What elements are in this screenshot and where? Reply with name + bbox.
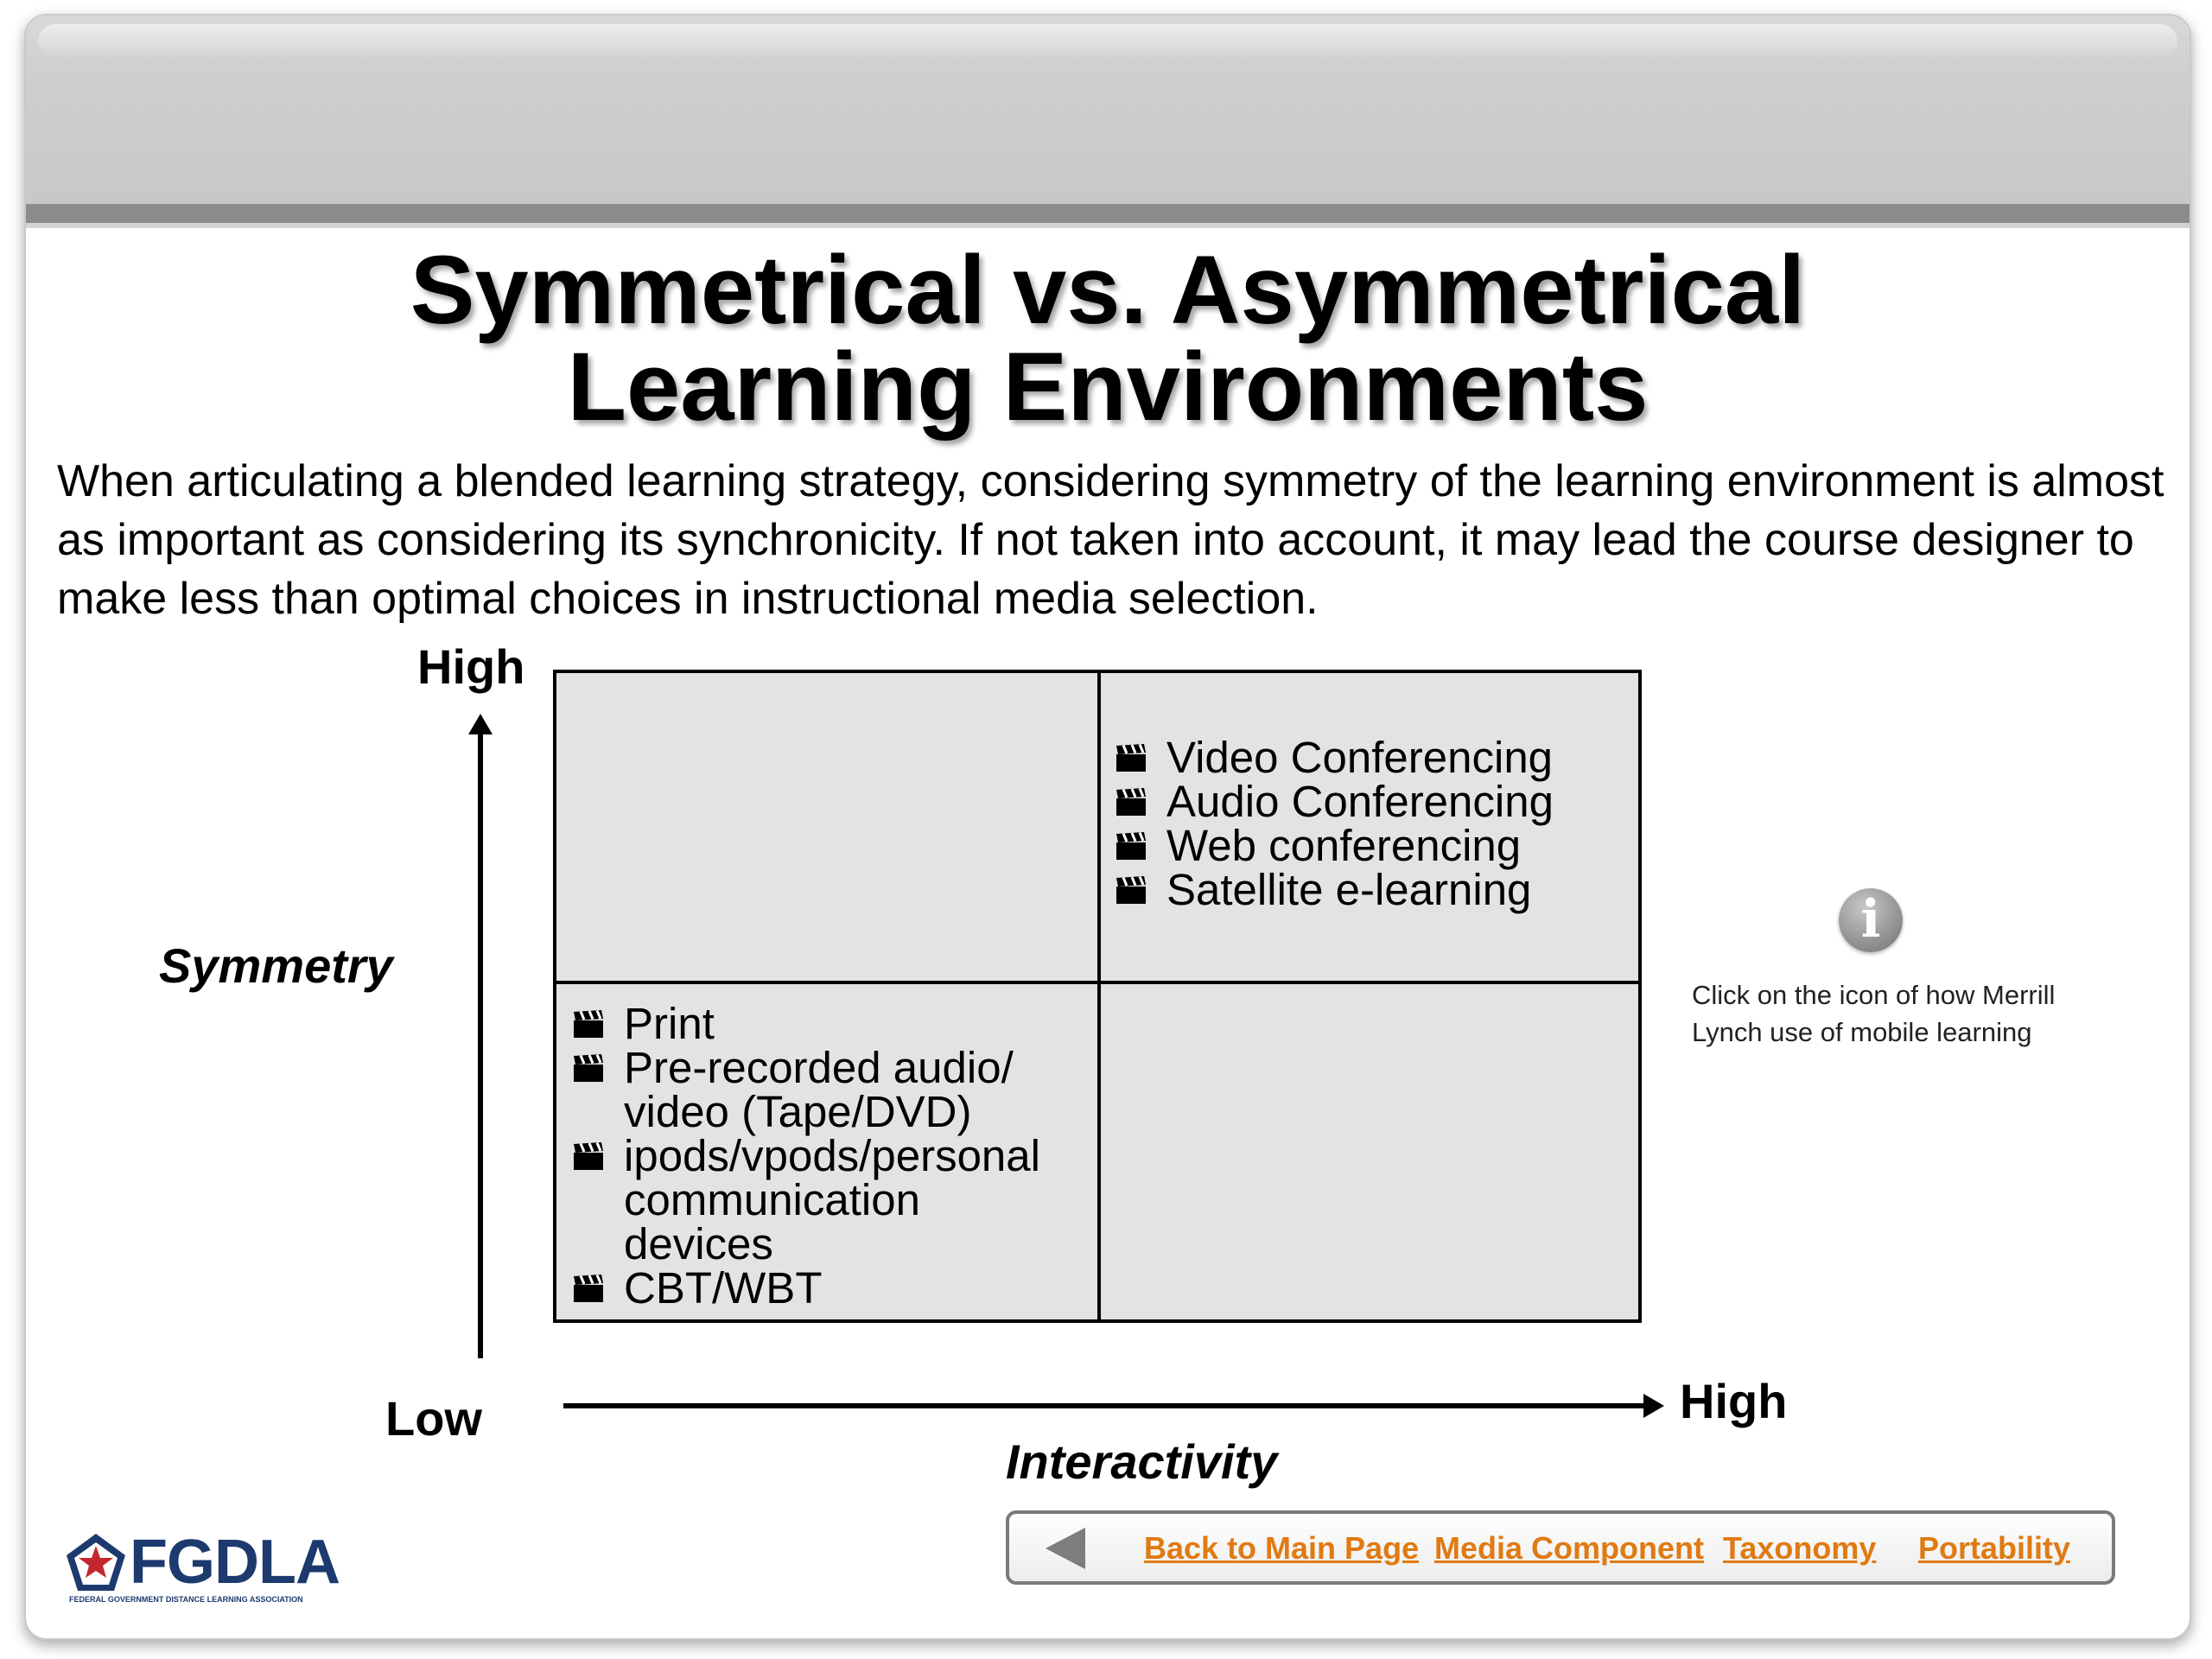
clapperboard-icon [1115, 788, 1147, 817]
title-line-1: Symmetrical vs. Asymmetrical [410, 236, 1806, 344]
y-axis-arrow [478, 731, 483, 1358]
slide [24, 14, 2191, 1640]
portability-link[interactable]: Portability [1918, 1530, 2071, 1566]
media-item-label: Satellite e-learning [1166, 865, 1532, 914]
clapperboard-icon [572, 1010, 605, 1039]
list-item [572, 1001, 1040, 1046]
clapperboard-icon [1115, 876, 1147, 906]
media-component-link[interactable]: Media Component [1434, 1530, 1704, 1566]
fgdla-logo [64, 1529, 392, 1607]
list-item [1115, 823, 1554, 868]
media-item-label: Pre-recorded audio/ [624, 1043, 1014, 1092]
info-icon[interactable] [1839, 888, 1903, 952]
intro-paragraph: When articulating a blended learning strategy, considering symmetry of the learning environment is almost as important as considering its synchronicity. If not taken into account, it may lead the course designer to make less than optimal choices in instructional media selection. [57, 456, 2164, 624]
media-item-label: ipods/vpods/personal [624, 1131, 1040, 1180]
media-item-label: Web conferencing [1166, 821, 1522, 870]
back-arrow-icon[interactable] [1046, 1528, 1085, 1569]
taxonomy-link[interactable]: Taxonomy [1723, 1530, 1877, 1566]
navigation-bar [1006, 1510, 2115, 1585]
clapperboard-icon [1115, 832, 1147, 861]
clapperboard-icon [572, 1054, 605, 1084]
y-axis-low-label: Low [385, 1391, 482, 1446]
quadrant-grid [553, 670, 1642, 1323]
x-axis-high-label: High [1680, 1374, 1788, 1428]
media-item-label-cont: video (Tape/DVD) [624, 1087, 972, 1136]
list-item [572, 1131, 1040, 1268]
list-item [1115, 733, 1554, 782]
header-rule [26, 204, 2190, 228]
media-item-label: Print [624, 999, 715, 1048]
list-item [1115, 865, 1554, 914]
list-item [1115, 777, 1554, 826]
page-title [26, 236, 2190, 441]
y-axis-high-label: High [417, 639, 525, 694]
back-to-main-link[interactable]: Back to Main Page [1144, 1530, 1420, 1566]
x-axis-label: Interactivity [1006, 1434, 1278, 1489]
info-glyph: i [1860, 889, 1881, 950]
clapperboard-icon [572, 1274, 605, 1304]
pentagon-star-icon [64, 1531, 128, 1595]
quadrant-top-right [1115, 735, 1554, 912]
media-item-label: CBT/WBT [624, 1263, 823, 1313]
media-item-label: Audio Conferencing [1166, 777, 1554, 826]
clapperboard-icon [1115, 744, 1147, 773]
title-line-2: Learning Environments [567, 333, 1649, 441]
x-axis-arrow [563, 1403, 1645, 1408]
info-note: Click on the icon of how Merrill Lynch use of mobile learning [1692, 980, 2056, 1047]
y-axis-label: Symmetry [159, 938, 393, 993]
media-item-label: Video Conferencing [1166, 733, 1554, 782]
header-bar [26, 16, 2190, 207]
logo-wordmark: FGDLA [130, 1528, 340, 1597]
quadrant-bottom-left [572, 999, 1040, 1313]
list-item [572, 1043, 1040, 1136]
list-item [572, 1263, 1040, 1313]
clapperboard-icon [572, 1142, 605, 1172]
media-item-label-cont: communication [624, 1175, 920, 1224]
media-item-label-cont: devices [624, 1219, 773, 1268]
logo-subtitle: FEDERAL GOVERNMENT DISTANCE LEARNING ASSOCIATION [69, 1595, 303, 1604]
